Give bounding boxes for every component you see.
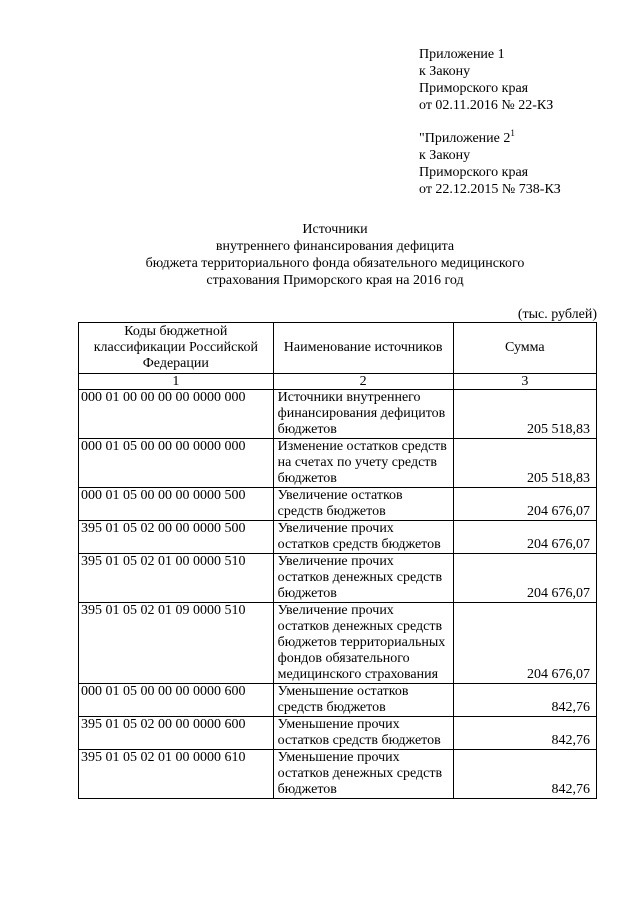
row-code: 395 01 05 02 01 00 0000 610 — [79, 750, 274, 799]
row-sum: 204 676,07 — [453, 554, 596, 603]
table-row — [79, 439, 597, 488]
row-name: Увеличение прочих остатков денежных средств бюджетов — [273, 554, 453, 603]
row-name: Изменение остатков средств на счетах по учету средств бюджетов — [273, 439, 453, 488]
table-row — [79, 717, 597, 750]
row-sum: 205 518,83 — [453, 390, 596, 439]
row-name: Увеличение прочих остатков денежных средств бюджетов территориальных фондов обязательного медицинского страхования — [273, 603, 453, 684]
row-code: 000 01 00 00 00 00 0000 000 — [79, 390, 274, 439]
document-title — [80, 221, 590, 289]
table-row — [79, 603, 597, 684]
row-sum: 204 676,07 — [453, 603, 596, 684]
units-label: (тыс. рублей) — [517, 307, 597, 322]
row-name: Увеличение прочих остатков средств бюджетов — [273, 521, 453, 554]
row-name: Увеличение остатков средств бюджетов — [273, 488, 453, 521]
row-sum: 204 676,07 — [453, 488, 596, 521]
annex-2-header — [419, 130, 629, 198]
annex-2-title-text: "Приложение 2 — [419, 131, 511, 146]
header-names: Наименование источников — [273, 323, 453, 374]
table-header-row — [79, 323, 597, 374]
sources-table — [78, 322, 597, 799]
annex-2-title-line — [419, 130, 629, 147]
table-row — [79, 488, 597, 521]
row-code: 395 01 05 02 00 00 0000 500 — [79, 521, 274, 554]
column-number: 3 — [453, 374, 596, 390]
title-line: Источники — [302, 222, 368, 237]
column-number: 1 — [79, 374, 274, 390]
title-line: страхования Приморского края на 2016 год — [206, 273, 464, 288]
column-number: 2 — [273, 374, 453, 390]
header-codes: Коды бюджетной классификации Российской Федерации — [79, 323, 274, 374]
title-line: внутреннего финансирования дефицита — [215, 239, 455, 254]
annex-2-superscript: 1 — [510, 128, 515, 138]
table-row — [79, 750, 597, 799]
table-row — [79, 390, 597, 439]
row-sum: 204 676,07 — [453, 521, 596, 554]
title-line: бюджета территориального фонда обязательного медицинского — [145, 256, 525, 271]
header-sum: Сумма — [453, 323, 596, 374]
column-number-row — [79, 374, 597, 390]
annex-1-line: к Закону — [419, 64, 471, 79]
row-code: 395 01 05 02 01 00 0000 510 — [79, 554, 274, 603]
row-name: Источники внутреннего финансирования дефицитов бюджетов — [273, 390, 453, 439]
row-code: 000 01 05 00 00 00 0000 500 — [79, 488, 274, 521]
row-sum: 842,76 — [453, 684, 596, 717]
row-code: 395 01 05 02 00 00 0000 600 — [79, 717, 274, 750]
annex-1-line: Приложение 1 — [419, 47, 505, 62]
table-row — [79, 554, 597, 603]
annex-2-line: к Закону — [419, 148, 471, 163]
table-row — [79, 521, 597, 554]
table-row — [79, 684, 597, 717]
row-name: Уменьшение остатков средств бюджетов — [273, 684, 453, 717]
row-sum: 842,76 — [453, 717, 596, 750]
row-code: 000 01 05 00 00 00 0000 600 — [79, 684, 274, 717]
row-sum: 842,76 — [453, 750, 596, 799]
annex-1-line: Приморского края — [419, 81, 529, 96]
row-code: 395 01 05 02 01 09 0000 510 — [79, 603, 274, 684]
annex-2-line: Приморского края — [419, 165, 529, 180]
annex-1-header — [419, 46, 629, 114]
annex-1-line: от 02.11.2016 № 22-КЗ — [419, 98, 554, 113]
row-name: Уменьшение прочих остатков денежных средств бюджетов — [273, 750, 453, 799]
row-name: Уменьшение прочих остатков средств бюджетов — [273, 717, 453, 750]
row-sum: 205 518,83 — [453, 439, 596, 488]
row-code: 000 01 05 00 00 00 0000 000 — [79, 439, 274, 488]
annex-2-line: от 22.12.2015 № 738-КЗ — [419, 182, 561, 197]
